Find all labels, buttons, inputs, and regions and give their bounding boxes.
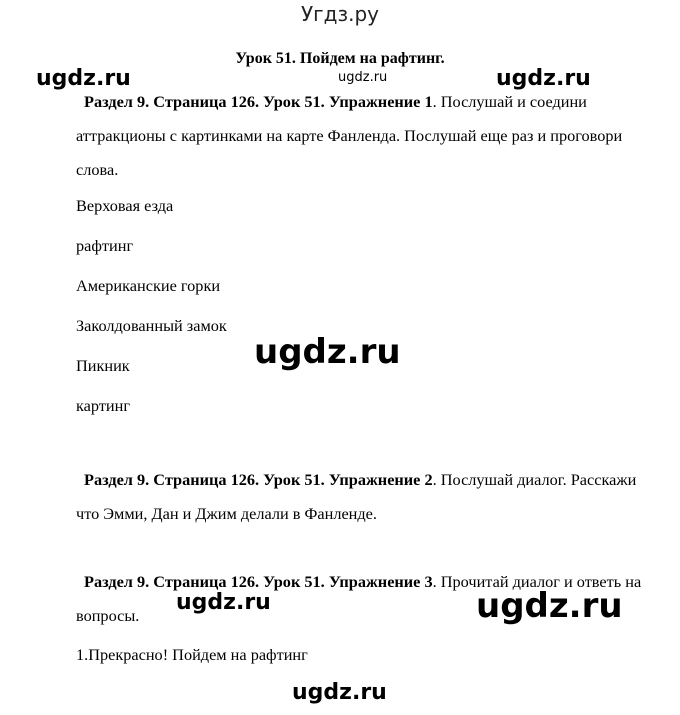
- exercise-2-text: . Послушай диалог. Расскажи что Эмми, Дан и Джим делали в Фанленде.: [76, 470, 637, 523]
- site-title: Угдз.ру: [300, 2, 380, 26]
- lesson-title: Урок 51. Пойдем на рафтинг.: [235, 50, 445, 67]
- watermark-logo: ugdz.ru: [338, 70, 388, 85]
- exercise-1-heading: Раздел 9. Страница 126. Урок 51. Упражнение 1: [84, 92, 433, 111]
- watermark-logo: ugdz.ru: [176, 590, 271, 615]
- word-list-item: Заколдованный замок: [76, 316, 227, 335]
- word-list-item: Верховая езда: [76, 196, 174, 215]
- exercise-3-heading: Раздел 9. Страница 126. Урок 51. Упражнение 3: [84, 572, 433, 591]
- watermark-logo: ugdz.ru: [36, 66, 131, 91]
- watermark-logo: ugdz.ru: [292, 680, 387, 705]
- exercise-3-text: . Прочитай диалог и ответь на вопросы.: [76, 572, 642, 625]
- answer-line: 1.Прекрасно! Пойдем на рафтинг: [76, 645, 308, 664]
- watermark-logo: ugdz.ru: [254, 332, 401, 372]
- word-list-item: рафтинг: [76, 236, 134, 255]
- word-list-item: Пикник: [76, 356, 130, 375]
- exercise-1-text: . Послушай и соедини аттракционы с картинками на карте Фанленда. Послушай еще раз и проговори слова.: [76, 92, 623, 179]
- exercise-2-heading: Раздел 9. Страница 126. Урок 51. Упражнение 2: [84, 470, 433, 489]
- exercise-2-paragraph: [76, 463, 651, 531]
- word-list-item: Американские горки: [76, 276, 221, 295]
- exercise-1-paragraph: [76, 85, 651, 187]
- watermark-logo: ugdz.ru: [496, 66, 591, 91]
- watermark-logo: ugdz.ru: [476, 586, 623, 626]
- word-list-item: картинг: [76, 396, 131, 415]
